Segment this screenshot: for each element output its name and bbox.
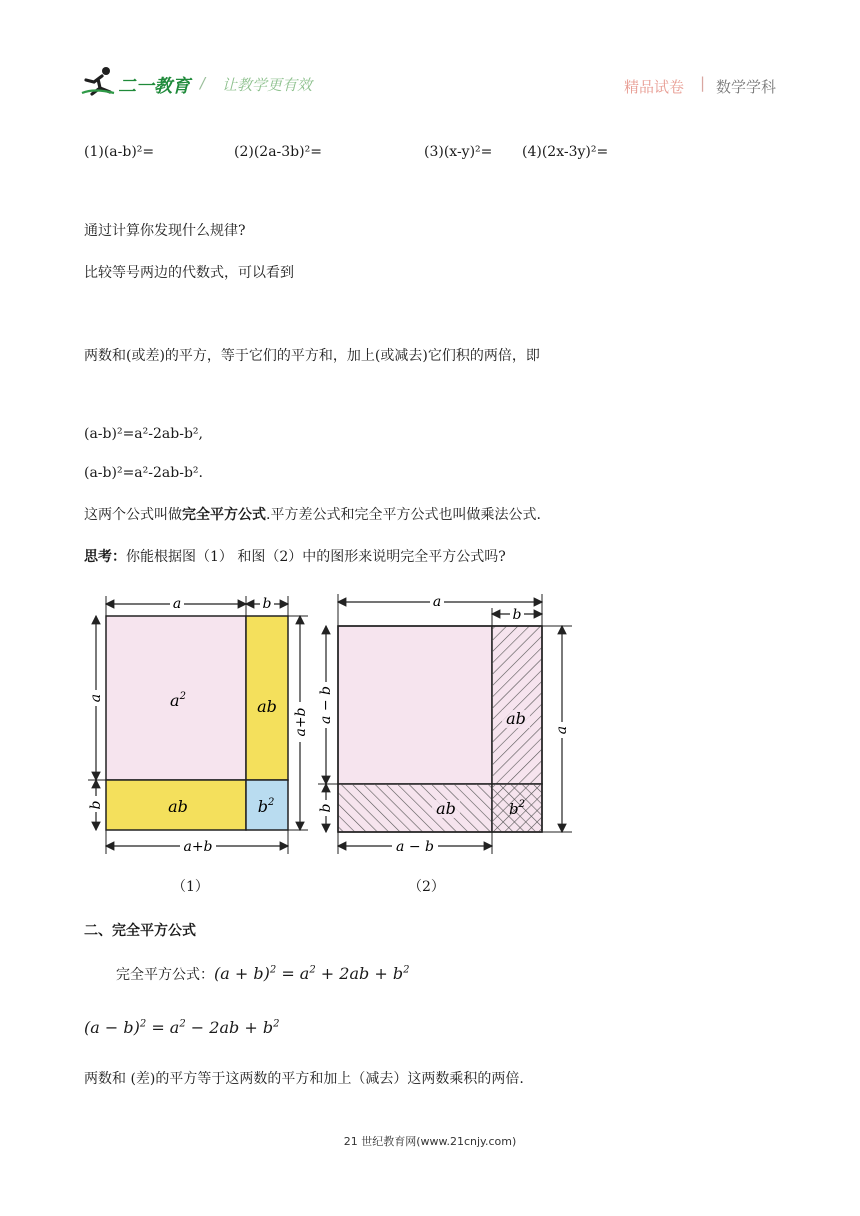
question-line: 通过计算你发现什么规律?: [84, 223, 246, 239]
rule-line: 两数和(或差)的平方，等于它们的平方和，加上(或减去)它们积的两倍，即: [84, 348, 540, 364]
header-label-premium: 精品试卷: [624, 78, 685, 96]
cell-a-minus-b-squared: [338, 626, 492, 784]
fig2-b2-exp: 2: [518, 799, 525, 810]
fig2-top-b: b: [512, 607, 522, 623]
exercise-2: (2)(2a-3b)²=: [234, 144, 322, 160]
fig2-b2-base: b: [509, 800, 519, 818]
formula-difference-line: [84, 1018, 279, 1037]
formula-sum-rhs-b-exp: 2: [403, 964, 410, 976]
fig1-b2-exp: 2: [267, 797, 275, 808]
fig1-a2-exp: 2: [179, 691, 186, 702]
cell-ab-right-hatched: [492, 626, 542, 784]
fig1-bottom-a-plus-b: a+b: [183, 839, 213, 855]
fig2-left-a-minus-b: a − b: [318, 686, 334, 724]
naming-pre: 这两个公式叫做: [84, 507, 182, 523]
cell-ab-bottom-hatched: [338, 784, 492, 832]
formula-diff-rhs-b-exp: 2: [273, 1018, 280, 1030]
fig1-ab-bottom: ab: [168, 797, 188, 816]
formula-sum-line: [116, 964, 409, 984]
fig2-ab-right: ab: [506, 709, 526, 728]
formula-sum-rhs-mid: + 2ab + b: [315, 964, 404, 983]
formula-diff-lhs: (a − b): [84, 1018, 140, 1037]
fig1-top-b: b: [262, 596, 272, 612]
header-label-subject: 数学学科: [716, 78, 777, 96]
exercise-4: (4)(2x-3y)²=: [522, 144, 609, 160]
formula-diff-rhs-a: = a: [151, 1018, 180, 1037]
logo-slogan: 让教学更有效: [222, 76, 313, 94]
formula-line-1: (a-b)²=a²-2ab-b²,: [84, 426, 203, 442]
formula-label: 完全平方公式：: [116, 967, 214, 983]
naming-post: .平方差公式和完全平方公式也叫做乘法公式.: [266, 507, 541, 523]
fig1-left-b: b: [88, 800, 104, 810]
fig2-right-a: a: [554, 725, 570, 735]
figure-2-square-difference: [316, 590, 580, 856]
formula-diff-rhs-a-exp: 2: [179, 1018, 186, 1030]
fig2-left-b: b: [318, 803, 334, 813]
naming-term: 完全平方公式: [182, 507, 266, 523]
exercise-1: (1)(a-b)²=: [84, 144, 155, 160]
fig1-a2-base: a: [170, 691, 180, 710]
formula-line-2: (a-b)²=a²-2ab-b².: [84, 465, 203, 481]
section-2-title: 二、完全平方公式: [84, 923, 196, 939]
fig2-ab-bottom: ab: [436, 799, 456, 818]
figure-1-caption: （1）: [172, 879, 209, 895]
formula-sum-rhs-a: = a: [281, 964, 310, 983]
fig2-top-a: a: [432, 594, 442, 610]
fig2-bottom-a-minus-b: a − b: [396, 839, 434, 855]
naming-line: [84, 504, 541, 524]
formula-sum-rhs-a-exp: 2: [309, 964, 316, 976]
fig1-right-a-plus-b: a+b: [293, 707, 309, 737]
footer: 21 世纪教育网(www.21cnjy.com): [343, 1135, 517, 1148]
formula-diff-rhs-mid: − 2ab + b: [185, 1018, 274, 1037]
think-line: [84, 546, 506, 566]
fig1-ab-right: ab: [257, 697, 277, 716]
fig1-b2-base: b: [257, 797, 268, 816]
think-label: 思考：: [84, 549, 126, 565]
formula-sum-lhs-exp: 2: [269, 964, 277, 976]
compare-line: 比较等号两边的代数式，可以看到: [84, 265, 294, 281]
figure-1-square-sum: [86, 590, 310, 856]
logo-slash: /: [200, 74, 206, 92]
formula-diff-lhs-exp: 2: [139, 1018, 147, 1030]
exercise-3: (3)(x-y)²=: [424, 144, 493, 160]
fig1-left-a: a: [88, 693, 104, 703]
formula-sum-lhs: (a + b): [214, 964, 270, 983]
header-separator: |: [700, 74, 706, 92]
logo-name: 二一教育: [118, 76, 190, 97]
runner-logo-icon: [80, 66, 116, 96]
summary-line: 两数和 (差)的平方等于这两数的平方和加上（减去）这两数乘积的两倍.: [84, 1071, 524, 1087]
figure-2-caption: （2）: [408, 879, 445, 895]
fig1-top-a: a: [172, 596, 182, 612]
think-text: 你能根据图（1） 和图（2）中的图形来说明完全平方公式吗?: [126, 549, 506, 565]
